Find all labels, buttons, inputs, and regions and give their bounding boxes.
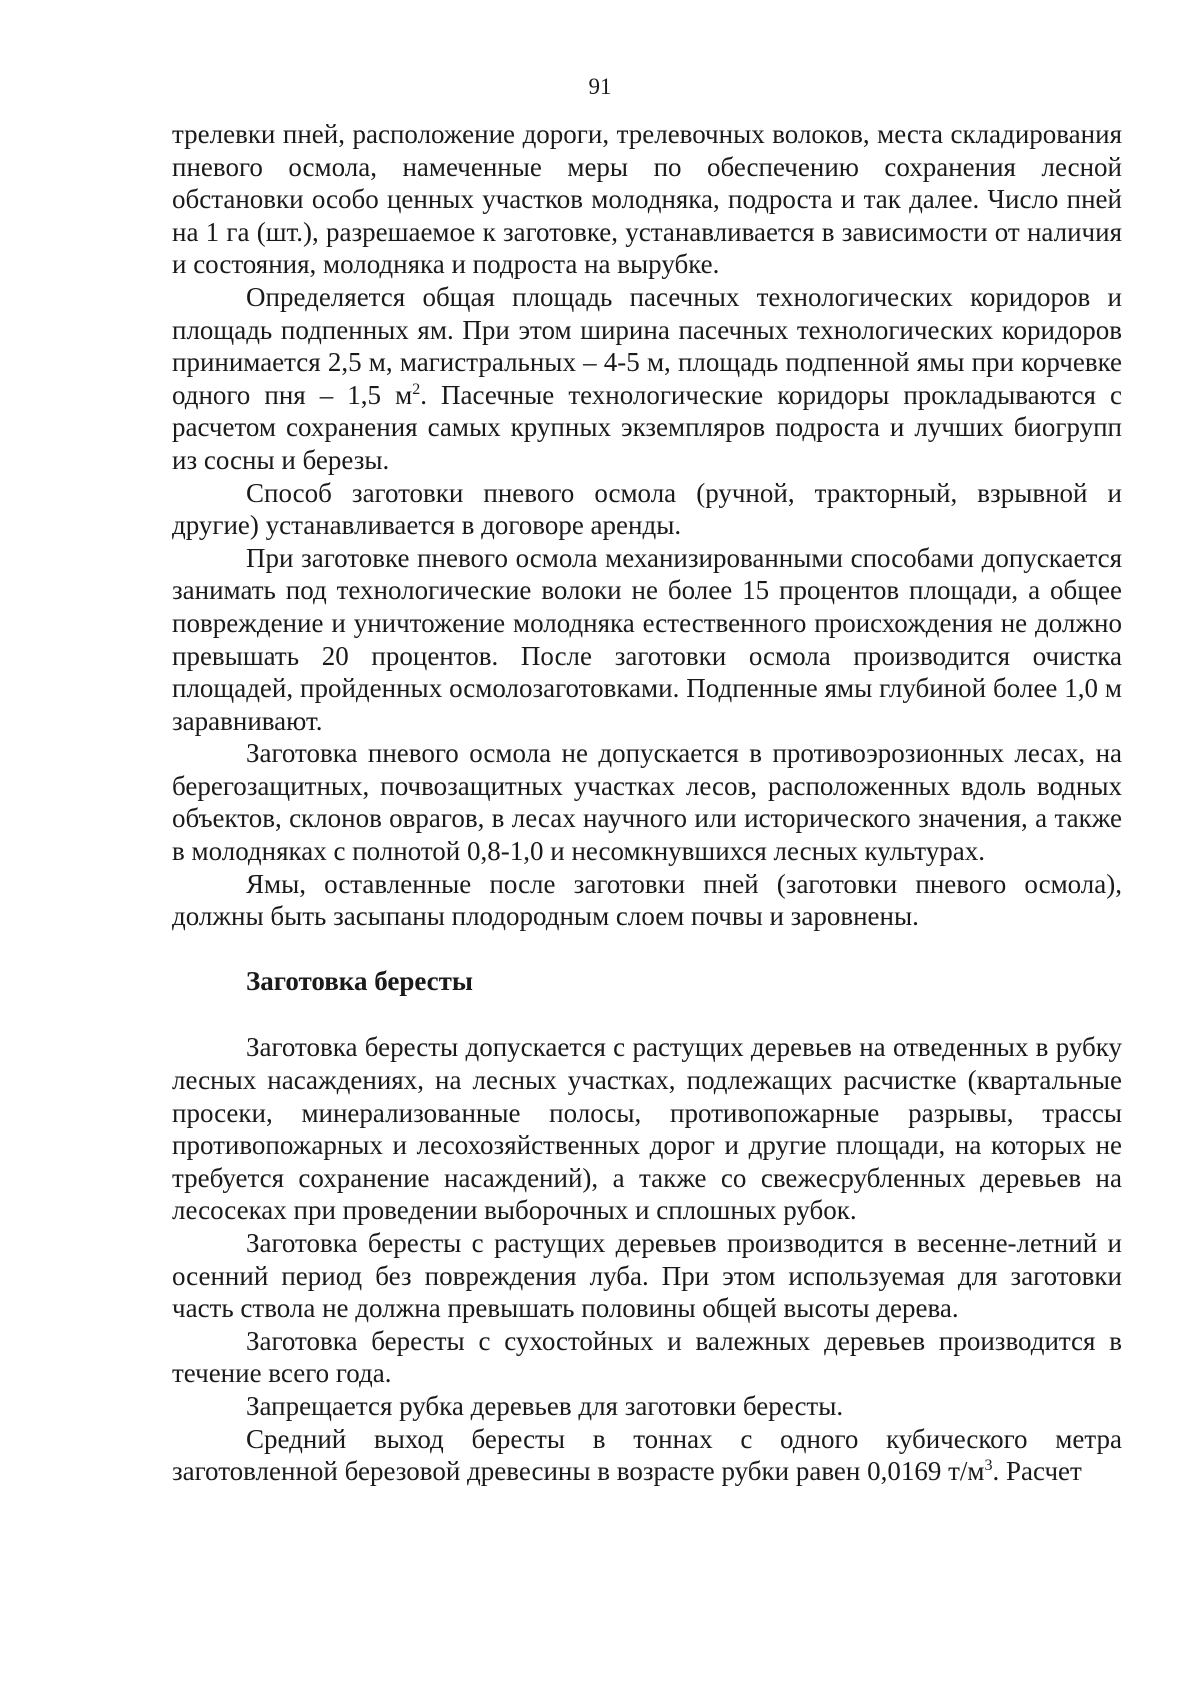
superscript: 2 [412,380,421,398]
section-heading: Заготовка бересты [246,965,473,996]
paragraph-text: Средний выход бересты в тоннах с одного кубического метра заготовленной березовой древесины в возрасте рубки равен 0,0169 т/м [172,1423,1122,1487]
paragraph-mechanized: При заготовке пневого осмола механизированными способами допускается занимать под технологические волоки не более 15 процентов площади, а общее повреждение и уничтожение молодняка естественного происхождения не должно превышать 20 процентов. После заготовки осмола производится очистка площадей, пройденных осмолозаготовками. Подпенные ямы глубиной более 1,0 м заравнивают. [172,542,1122,736]
paragraph-birch-bark-season: Заготовка бересты с растущих деревьев производится в весенне-летний и осенний период без повреждения луба. При этом используемая для заготовки часть ствола не должна превышать половины общей высоты дерева. [172,1228,1122,1324]
paragraph-birch-bark-allowed: Заготовка бересты допускается с растущих деревьев на отведенных в рубку лесных насаждениях, на лесных участках, подлежащих расчистке (квартальные просеки, минерализованные полосы, противопожарные разрывы, трассы противопожарных и лесохозяйственных дорог и другие площади, на которых не требуется сохранение насаждений), а также со свежесрубленных деревьев на лесосеках при проведении выборочных и сплошных рубок. [172,1032,1122,1226]
page-number: 91 [588,74,612,99]
paragraph-birch-bark-deadwood: Заготовка бересты с сухостойных и валежных деревьев производится в течение всего года. [172,1325,1122,1389]
paragraph-birch-bark-yield [172,1423,1122,1488]
paragraph-birch-bark-prohibited: Запрещается рубка деревьев для заготовки бересты. [246,1390,844,1421]
paragraph-text: . Пасечные технологические коридоры прокладываются с расчетом сохранения самых крупных экземпляров подроста и лучших биогрупп из сосны и березы. [172,379,1123,475]
paragraph-method: Способ заготовки пневого осмола (ручной, тракторный, взрывной и другие) устанавливается в договоре аренды. [172,477,1122,541]
paragraph-restrictions: Заготовка пневого осмола не допускается в противоэрозионных лесах, на берегозащитных, почвозащитных участках лесов, расположенных вдоль водных объектов, склонов оврагов, в лесах научного или исторического значения, а также в молодняках с полнотой 0,8-1,0 и несомкнувшихся лесных культурах. [172,738,1122,867]
superscript: 3 [984,1457,993,1475]
paragraph-text: . Расчет [992,1456,1082,1487]
text-column [172,118,1122,1488]
paragraph-continuation: трелевки пней, расположение дороги, трелевочных волоков, места складирования пневого осмола, намеченные меры по обеспечению сохранения лесной обстановки особо ценных участков молодняка, подроста и так далее. Число пней на 1 га (шт.), разрешаемое к заготовке, устанавливается в зависимости от наличия и состояния, молодняка и подроста на вырубке. [172,119,1122,280]
paragraph-corridors [172,281,1122,477]
paragraph-text: Определяется общая площадь пасечных технологических коридоров и площадь подпенных ям. При этом ширина пасечных технологических коридоров принимается 2,5 м, магистральных – 4-5 м, площадь подпенной ямы при корчевке одного пня – 1,5 м [172,281,1122,410]
paragraph-pits: Ямы, оставленные после заготовки пней (заготовки пневого осмола), должны быть засыпаны плодородным слоем почвы и заровнены. [172,868,1122,932]
